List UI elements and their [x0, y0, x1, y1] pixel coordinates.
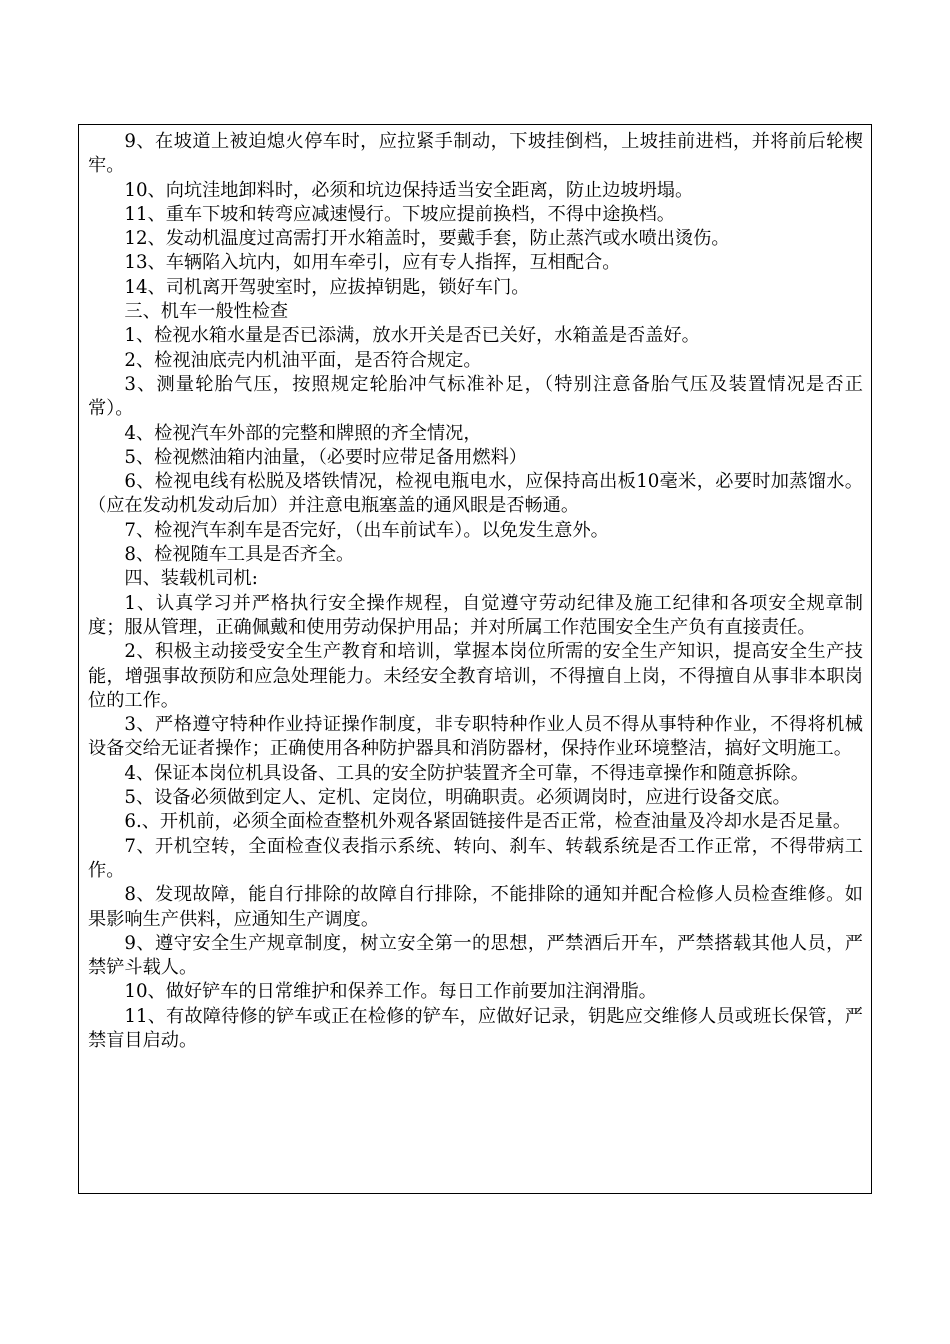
paragraph-check-radiator: 1、检视水箱水量是否已添满，放水开关是否已关好，水箱盖是否盖好。 — [124, 325, 700, 347]
paragraph-loader-rule-3: 3、严格遵守特种作业持证操作制度，非专职特种作业人员不得从事特种作业，不得将机械设备交给无证者操作；正确使用各种防护器具和消防器材，保持作业环境整洁，搞好文明施工。 — [88, 714, 863, 760]
paragraph-loader-rule-8: 8、发现故障，能自行排除的故障自行排除，不能排除的通知并配合检修人员检查维修。如果影响生产供料，应通知生产调度。 — [88, 884, 863, 930]
paragraph-tire-pressure: 3、测量轮胎气压，按照规定轮胎冲气标准补足，（特别注意备胎气压及装置情况是否正常）。 — [88, 373, 863, 420]
document-table-cell — [78, 124, 872, 1194]
paragraph-loader-rule-4: 4、保证本岗位机具设备、工具的安全防护装置齐全可靠，不得违章操作和随意拆除。 — [124, 762, 809, 784]
paragraph-loader-rule-9: 9、遵守安全生产规章制度，树立安全第一的思想，严禁酒后开车，严禁搭载其他人员，严禁铲斗载人。 — [88, 932, 863, 979]
paragraph-fuel-level: 5、检视燃油箱内油量，（必要时应带足备用燃料） — [124, 446, 527, 468]
paragraph-leave-cab: 14、司机离开驾驶室时，应拔掉钥匙，锁好车门。 — [124, 276, 530, 298]
paragraph-loader-rule-7: 7、开机空转，全面检查仪表指示系统、转向、刹车、转载系统是否工作正常，不得带病工作。 — [88, 835, 863, 881]
paragraph-tools-check: 8、检视随车工具是否齐全。 — [124, 544, 355, 566]
paragraph-brake-check: 7、检视汽车刹车是否完好，（出车前试车）。以免发生意外。 — [124, 519, 609, 541]
paragraph-downhill-turn: 11、重车下坡和转弯应减速慢行。下坡应提前换档，不得中途换档。 — [124, 203, 675, 225]
section-heading-loader-driver: 四、装载机司机: — [124, 568, 258, 590]
paragraph-engine-temp: 12、发动机温度过高需打开水箱盖时，要戴手套，防止蒸汽或水喷出烫伤。 — [124, 228, 730, 250]
paragraph-loader-rule-10: 10、做好铲车的日常维护和保养工作。每日工作前要加注润滑脂。 — [124, 981, 657, 1003]
paragraph-vehicle-in-pit: 13、车辆陷入坑内，如用车牵引，应有专人指挥，互相配合。 — [124, 252, 621, 274]
paragraph-loader-rule-6: 6.、开机前，必须全面检查整机外观各紧固链接件是否正常，检查油量及冷却水是否足量。 — [124, 811, 852, 833]
paragraph-loader-rule-5: 5、设备必须做到定人、定机、定岗位，明确职责。必须调岗时，应进行设备交底。 — [124, 787, 791, 809]
paragraph-battery-check: 6、检视电线有松脱及塔铁情况，检视电瓶电水，应保持高出板10毫米，必要时加蒸馏水。（应在发动机发动后加）并注意电瓶塞盖的通风眼是否畅通。 — [88, 471, 863, 517]
section-heading-vehicle-check: 三、机车一般性检查 — [124, 301, 289, 323]
paragraph-loader-rule-2: 2、积极主动接受安全生产教育和培训，掌握本岗位所需的安全生产知识，提高安全生产技能，增强事故预防和应急处理能力。未经安全教育培训，不得擅自上岗，不得擅自从事非本职岗位的工作。 — [88, 641, 863, 711]
paragraph-loader-rule-11: 11、有故障待修的铲车或正在检修的铲车，应做好记录，钥匙应交维修人员或班长保管，严禁盲目启动。 — [88, 1005, 863, 1051]
paragraph-loader-rule-1: 1、认真学习并严格执行安全操作规程，自觉遵守劳动纪律及施工纪律和各项安全规章制度；服从管理，正确佩戴和使用劳动保护用品；并对所属工作范围安全生产负有直接责任。 — [88, 592, 863, 638]
paragraph-exterior-plates: 4、检视汽车外部的完整和牌照的齐全情况， — [124, 422, 482, 444]
paragraph-unload-pit: 10、向坑洼地卸料时，必须和坑边保持适当安全距离，防止边坡坍塌。 — [124, 179, 694, 201]
paragraph-check-oil: 2、检视油底壳内机油平面，是否符合规定。 — [124, 349, 482, 371]
paragraph-slope-stall: 9、在坡道上被迫熄火停车时，应拉紧手制动，下坡挂倒档，上坡挂前进档，并将前后轮楔牢。 — [88, 131, 863, 177]
